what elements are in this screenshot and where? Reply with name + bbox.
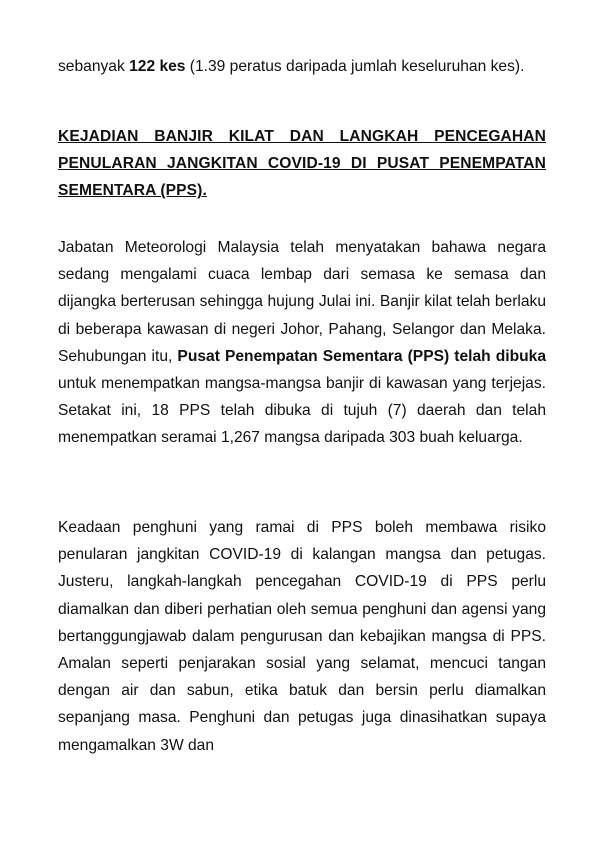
paragraph-flood-emphasis: Pusat Penempatan Sementara (PPS) telah dibuka — [177, 347, 546, 365]
section-heading: KEJADIAN BANJIR KILAT DAN LANGKAH PENCEGAHAN PENULARAN JANGKITAN COVID-19 DI PUSAT PENEMPATAN SEMENTARA (PPS). — [58, 128, 546, 200]
intro-case-count: 122 kes — [129, 58, 186, 75]
paragraph-prevention: Keadaan penghuni yang ramai di PPS boleh membawa risiko penularan jangkitan COVID-19 di kalangan mangsa dan petugas. Justeru, langkah-langkah pencegahan COVID-19 di PPS perlu diamalkan dan diberi perhatian oleh semua penghuni dan agensi yang bertanggungjawab dalam pengurusan dan kebajikan mangsa di PPS. Amalan seperti penjarakan sosial yang selamat, mencuci tangan dengan air dan sabun, etika batuk dan bersin perlu diamalkan sepanjang masa. Penghuni dan petugas juga dinasihatkan supaya mengamalkan 3W dan — [58, 519, 546, 754]
paragraph-flood-text-pre: Jabatan Meteorologi Malaysia telah menyatakan bahawa negara sedang mengalami cuaca lembap dari semasa ke semasa dan dijangka berterusan sehingga hujung Julai ini. Banjir kilat telah berlaku di beberapa kawasan di negeri Johor, Pahang, Selangor dan Melaka. Sehubungan itu, — [58, 239, 546, 365]
intro-text-pre: sebanyak — [58, 58, 130, 75]
paragraph-flood-text-post: untuk menempatkan mangsa-mangsa banjir di kawasan yang terjejas. Setakat ini, 18 PPS telah dibuka di tujuh (7) daerah dan telah menempatkan seramai 1,267 mangsa daripada 303 buah keluarga. — [58, 375, 546, 447]
paragraph-flood — [58, 234, 546, 452]
intro-text-post: (1.39 peratus daripada jumlah keseluruhan kes). — [185, 58, 525, 75]
intro-paragraph — [58, 53, 546, 80]
